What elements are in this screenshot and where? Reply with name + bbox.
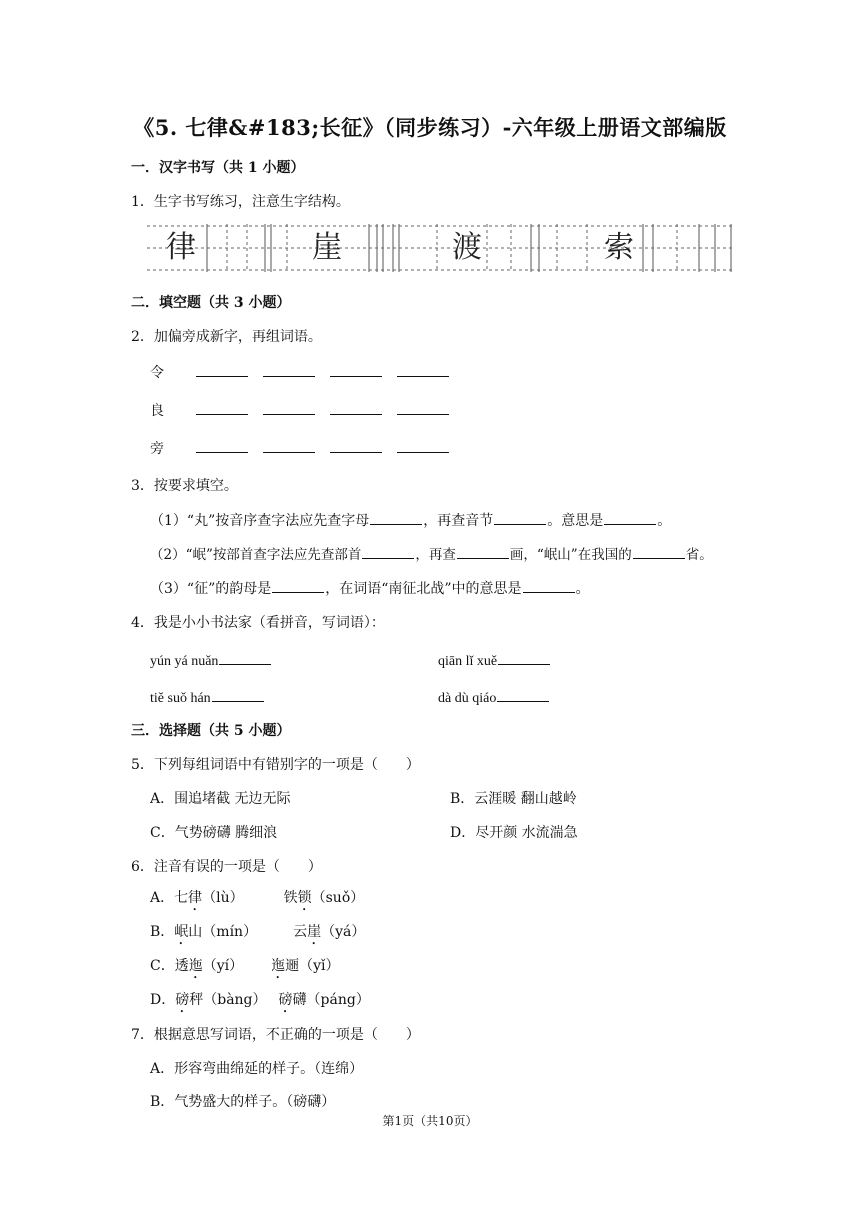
answer-blank[interactable] bbox=[633, 544, 685, 559]
section-heading-2: 二．填空题（共 3 小题） bbox=[131, 295, 291, 311]
radical-row-1 bbox=[150, 362, 463, 382]
answer-blank[interactable] bbox=[604, 510, 656, 525]
pinyin-item-2 bbox=[438, 650, 551, 670]
emphasized-char: 律 bbox=[188, 890, 203, 906]
pinyin: dà dù qiáo bbox=[438, 691, 497, 706]
text: （yí） bbox=[202, 958, 244, 974]
answer-blank[interactable] bbox=[196, 362, 248, 377]
text: 。 bbox=[575, 581, 590, 597]
question-2: 2．加偏旁成新字，再组词语。 bbox=[131, 329, 322, 345]
pinyin-item-3 bbox=[150, 687, 265, 707]
answer-blank[interactable] bbox=[219, 650, 271, 665]
answer-blank[interactable] bbox=[263, 362, 315, 377]
grid-character: 渡 bbox=[452, 230, 482, 265]
text: B． bbox=[150, 924, 175, 940]
grid-cell-1 bbox=[151, 222, 211, 274]
answer-blank[interactable] bbox=[196, 438, 248, 453]
answer-blank[interactable] bbox=[457, 544, 509, 559]
q6-option-b[interactable] bbox=[150, 921, 365, 948]
text: 画，“岷山”在我国的 bbox=[509, 547, 632, 563]
text: 礴（páng） bbox=[292, 992, 370, 1008]
answer-blank[interactable] bbox=[362, 544, 414, 559]
answer-blank[interactable] bbox=[397, 438, 449, 453]
emphasized-char: 磅 bbox=[175, 992, 190, 1008]
q7-option-b[interactable]: B．气势盛大的样子。（磅礴） bbox=[150, 1094, 336, 1110]
text: ，在词语“南征北战”中的意思是 bbox=[325, 581, 522, 597]
q6-option-c[interactable] bbox=[150, 955, 340, 982]
text: ，再查音节 bbox=[423, 513, 494, 529]
q5-option-a[interactable]: A．围追堵截 无边无际 bbox=[150, 791, 291, 807]
answer-blank[interactable] bbox=[263, 438, 315, 453]
grid-cell-2 bbox=[297, 222, 357, 274]
radical-label: 旁 bbox=[150, 441, 164, 457]
grid-character: 崖 bbox=[312, 230, 342, 265]
text: ，再查 bbox=[415, 547, 456, 563]
text: 云 bbox=[293, 924, 308, 940]
grid-character: 律 bbox=[166, 230, 196, 265]
text: 。意思是 bbox=[547, 513, 604, 529]
question-3-part-3 bbox=[150, 578, 590, 598]
q5-option-d[interactable]: D．尽开颜 水流湍急 bbox=[450, 825, 578, 841]
text: D． bbox=[150, 992, 176, 1008]
page-footer: 第1页（共10页） bbox=[382, 1114, 478, 1128]
question-4: 4．我是小小书法家（看拼音，写词语）： bbox=[131, 615, 385, 631]
emphasized-char: 锁 bbox=[297, 890, 312, 906]
answer-blank[interactable] bbox=[397, 400, 449, 415]
section-heading-1: 一．汉字书写（共 1 小题） bbox=[131, 160, 305, 176]
answer-blank[interactable] bbox=[263, 400, 315, 415]
answer-blank[interactable] bbox=[330, 438, 382, 453]
q6-option-d[interactable] bbox=[150, 989, 370, 1016]
text: （2）“岷”按部首查字法应先查部首 bbox=[150, 547, 362, 563]
question-7: 7．根据意思写词语，不正确的一项是（ ） bbox=[131, 1027, 420, 1043]
emphasized-char: 迤 bbox=[188, 958, 203, 974]
radical-label: 令 bbox=[150, 365, 164, 381]
text: 省。 bbox=[685, 547, 713, 563]
text: 逦（yǐ） bbox=[285, 958, 340, 974]
text: 。 bbox=[657, 513, 672, 529]
pinyin: qiān lǐ xuě bbox=[438, 654, 498, 669]
text: （yá） bbox=[321, 924, 366, 940]
grid-character: 索 bbox=[604, 230, 634, 265]
question-3-part-1 bbox=[150, 510, 671, 530]
answer-blank[interactable] bbox=[330, 362, 382, 377]
q7-option-a[interactable]: A．形容弯曲绵延的样子。（连绵） bbox=[150, 1061, 364, 1077]
text: 铁 bbox=[283, 890, 298, 906]
answer-blank[interactable] bbox=[272, 578, 324, 593]
answer-blank[interactable] bbox=[212, 687, 264, 702]
emphasized-char: 岷 bbox=[174, 924, 189, 940]
page-title: 《5. 七律&#183;长征》（同步练习）-六年级上册语文部编版 bbox=[133, 115, 727, 140]
pinyin: yún yá nuǎn bbox=[150, 654, 219, 669]
q6-option-a[interactable] bbox=[150, 887, 364, 914]
text: （1）“丸”按音序查字法应先查字母 bbox=[150, 513, 370, 529]
answer-blank[interactable] bbox=[497, 687, 549, 702]
radical-row-3 bbox=[150, 438, 463, 458]
answer-blank[interactable] bbox=[494, 510, 546, 525]
emphasized-char: 迤 bbox=[271, 958, 286, 974]
pinyin-item-4 bbox=[438, 687, 550, 707]
text: （suǒ） bbox=[311, 890, 365, 906]
q5-option-c[interactable]: C．气势磅礴 腾细浪 bbox=[150, 825, 278, 841]
answer-blank[interactable] bbox=[498, 650, 550, 665]
text: （3）“征”的韵母是 bbox=[150, 581, 272, 597]
answer-blank[interactable] bbox=[523, 578, 575, 593]
grid-cell-4 bbox=[589, 222, 649, 274]
text: （lù） bbox=[202, 890, 244, 906]
text: 秤（bàng） bbox=[189, 992, 267, 1008]
question-6: 6．注音有误的一项是（ ） bbox=[131, 859, 322, 875]
question-5: 5．下列每组词语中有错别字的一项是（ ） bbox=[131, 757, 420, 773]
section-heading-3: 三．选择题（共 5 小题） bbox=[131, 723, 291, 739]
answer-blank[interactable] bbox=[330, 400, 382, 415]
text: C．透 bbox=[150, 958, 189, 974]
radical-label: 良 bbox=[150, 403, 164, 419]
grid-cell-3 bbox=[437, 222, 497, 274]
text: 山（mín） bbox=[188, 924, 258, 940]
character-writing-grid bbox=[147, 222, 732, 274]
emphasized-char: 崖 bbox=[307, 924, 322, 940]
question-3-part-2 bbox=[150, 543, 713, 563]
emphasized-char: 磅 bbox=[278, 992, 293, 1008]
answer-blank[interactable] bbox=[196, 400, 248, 415]
question-1: 1．生字书写练习，注意生字结构。 bbox=[131, 194, 350, 210]
radical-row-2 bbox=[150, 400, 463, 420]
answer-blank[interactable] bbox=[370, 510, 422, 525]
text: A．七 bbox=[150, 890, 189, 906]
pinyin-item-1 bbox=[150, 650, 272, 670]
answer-blank[interactable] bbox=[397, 362, 449, 377]
pinyin: tiě suǒ hán bbox=[150, 691, 211, 706]
question-3: 3．按要求填空。 bbox=[131, 478, 238, 494]
q5-option-b[interactable]: B．云涯暖 翻山越岭 bbox=[450, 791, 577, 807]
